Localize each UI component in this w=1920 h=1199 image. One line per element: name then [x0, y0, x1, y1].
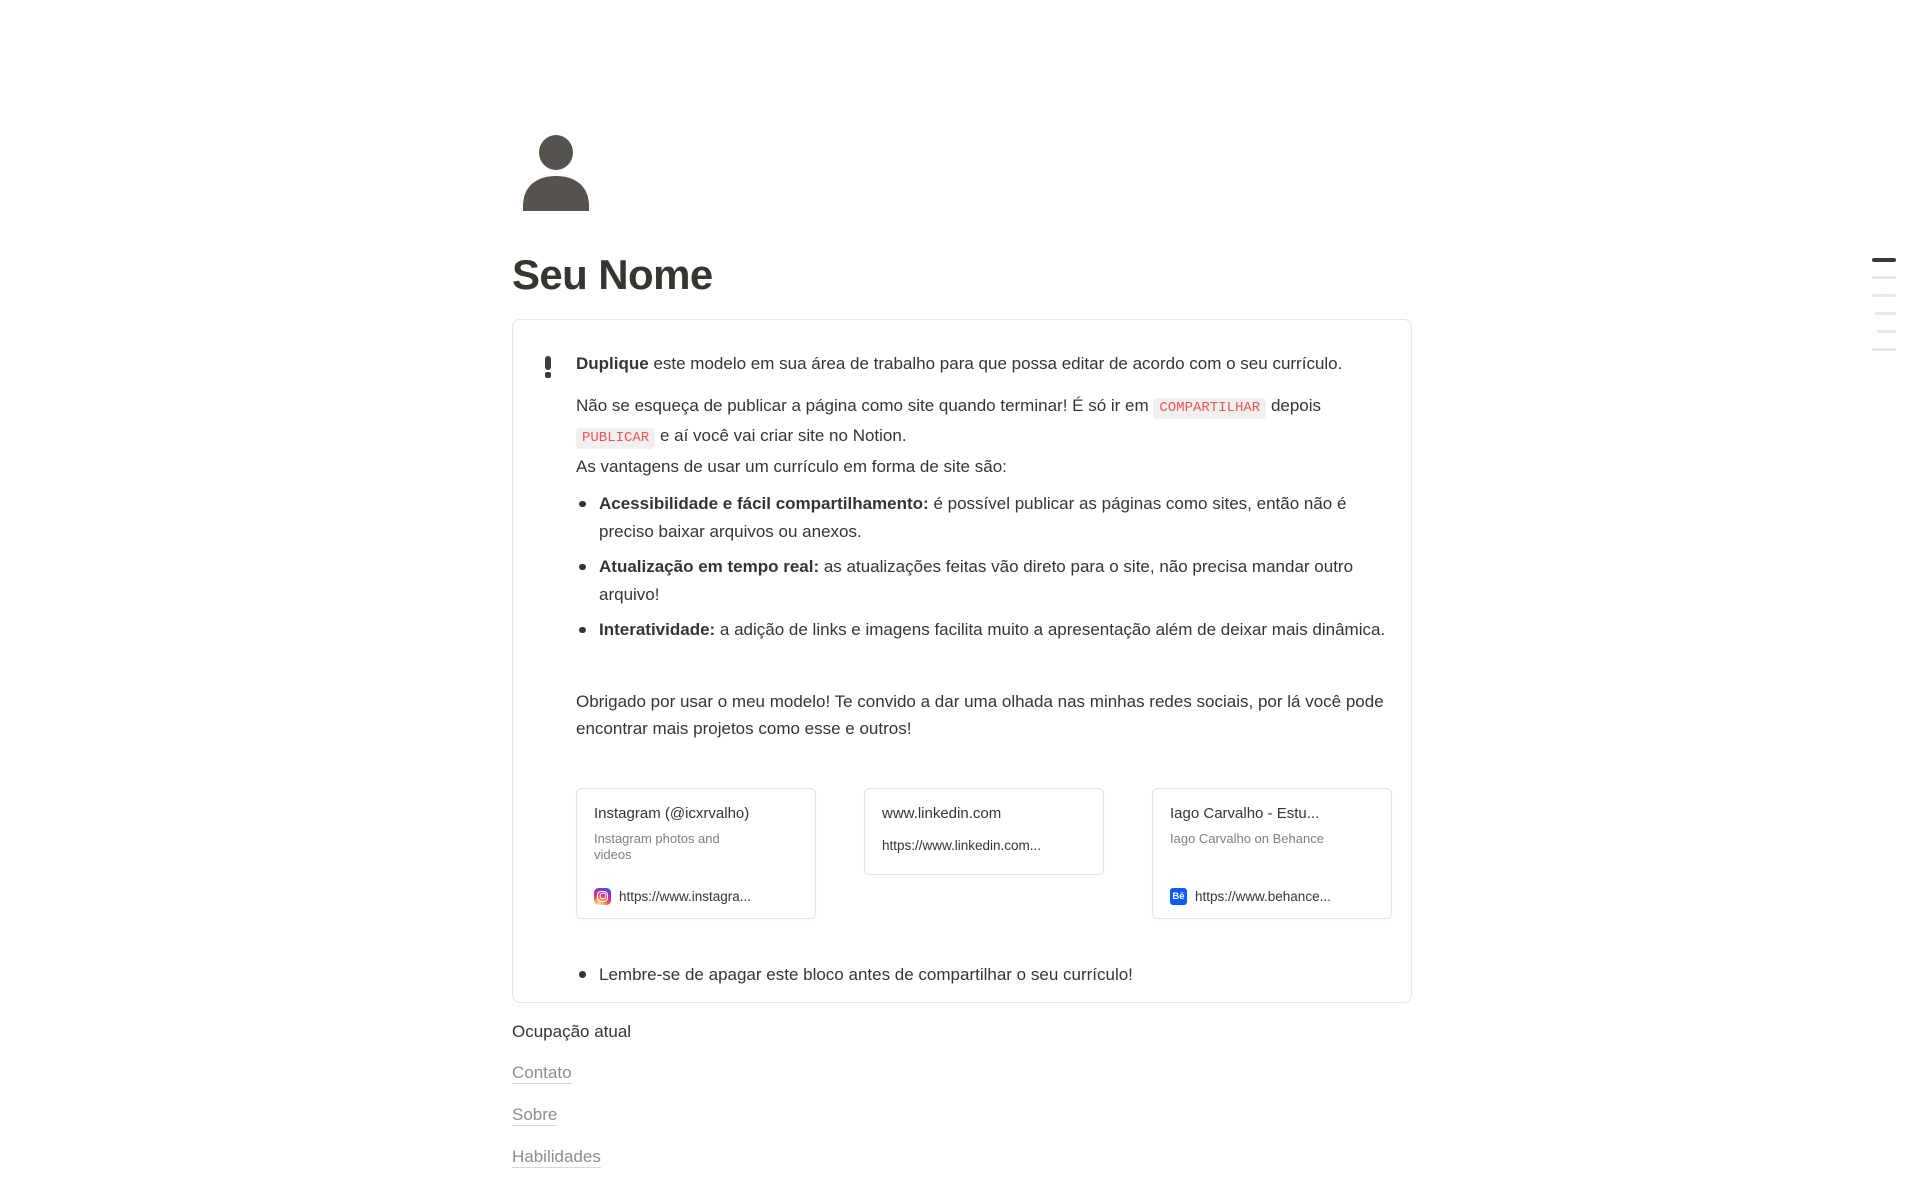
bold-text: Interatividade:: [599, 620, 716, 639]
bookmark-cards: [576, 788, 1392, 919]
bookmark-description: Iago Carvalho on Behance: [1170, 830, 1324, 846]
bookmark-title: Instagram (@icxrvalho): [594, 804, 750, 822]
list-item-text: [599, 616, 1391, 644]
callout-paragraph-publish: [576, 392, 1391, 481]
bookmark-description: Instagram photos and videos: [594, 830, 720, 862]
outline-line[interactable]: [1872, 348, 1896, 351]
bookmark-linkedin[interactable]: [864, 788, 1104, 875]
list-item: [576, 616, 1391, 644]
bookmark-url: https://www.behance...: [1195, 888, 1331, 904]
callout-block: [512, 319, 1412, 1003]
bold-text: Duplique: [576, 354, 649, 373]
page-content: [512, 0, 1412, 1171]
bookmark-title: Iago Carvalho - Estu...: [1170, 804, 1320, 822]
thanks-paragraph: Obrigado por usar o meu modelo! Te convido a dar uma olhada nas minhas redes sociais, por lá você pode encontrar mais projetos como esse e outros!: [576, 691, 1384, 738]
outline-line[interactable]: [1872, 276, 1896, 279]
page-title[interactable]: Seu Nome: [512, 251, 713, 298]
outline-line[interactable]: [1872, 258, 1896, 262]
section-link-row: [512, 1143, 1412, 1171]
outline-line[interactable]: [1877, 330, 1896, 333]
bookmark-title: www.linkedin.com: [882, 804, 1002, 822]
bold-text: Acessibilidade e fácil compartilhamento:: [599, 494, 929, 513]
outline-line[interactable]: [1875, 312, 1896, 315]
bookmark-instagram[interactable]: [576, 788, 816, 919]
list-item: [576, 961, 1391, 989]
text-run: As vantagens de usar um currículo em forma de site são:: [576, 456, 1007, 476]
list-item: [576, 553, 1391, 608]
section-link-row: [512, 1059, 1412, 1087]
bullet-marker: [576, 553, 599, 608]
link-habilidades[interactable]: Habilidades: [512, 1147, 601, 1166]
link-sobre[interactable]: Sobre: [512, 1105, 558, 1124]
list-item-text: [599, 553, 1391, 608]
text-run: as atualizações feitas vão direto para o site, não precisa mandar outro arquivo!: [599, 557, 1354, 604]
behance-icon: Bē: [1170, 888, 1187, 905]
exclamation-icon: [544, 356, 552, 378]
bold-text: Atualização em tempo real:: [599, 557, 820, 576]
link-contato[interactable]: Contato: [512, 1063, 572, 1082]
text-run: a adição de links e imagens facilita muito a apresentação além de deixar mais dinâmica.: [715, 620, 1386, 639]
table-of-contents-indicator: [1872, 258, 1896, 366]
bookmark-behance[interactable]: [1152, 788, 1392, 919]
occupation-label[interactable]: Ocupação atual: [512, 1022, 632, 1041]
bullet-marker: [576, 490, 599, 545]
code-publicar: PUBLICAR: [576, 428, 655, 449]
bookmark-url-row: [882, 838, 1086, 853]
text-run: este modelo em sua área de trabalho para que possa editar de acordo com o seu currículo.: [648, 354, 1343, 373]
text-run: depois: [1266, 395, 1322, 415]
bookmark-url-row: [1170, 888, 1374, 905]
text-run: Não se esqueça de publicar a página como site quando terminar! É só ir em: [576, 395, 1154, 415]
bookmark-url: https://www.linkedin.com...: [882, 837, 1042, 853]
list-item: [576, 490, 1391, 545]
bookmark-url-row: [594, 888, 798, 905]
advantages-list: [576, 490, 1391, 644]
section-link-row: [512, 1101, 1412, 1129]
outline-line[interactable]: [1872, 294, 1896, 297]
bookmark-url: https://www.instagra...: [619, 888, 752, 904]
bullet-marker: [576, 616, 599, 644]
text-run: e aí você vai criar site no Notion.: [655, 426, 907, 445]
code-compartilhar: COMPARTILHAR: [1153, 398, 1266, 419]
text-run: é possível publicar as páginas como sites, então não é preciso baixar arquivos ou anexos.: [599, 494, 1347, 541]
callout-paragraph-duplicate: [576, 350, 1391, 378]
instagram-icon: [594, 888, 611, 905]
list-item-text: Lembre-se de apagar este bloco antes de compartilhar o seu currículo!: [599, 964, 1133, 984]
list-item-text: [599, 490, 1391, 545]
bullet-marker: [576, 961, 599, 989]
person-icon[interactable]: [522, 135, 590, 211]
